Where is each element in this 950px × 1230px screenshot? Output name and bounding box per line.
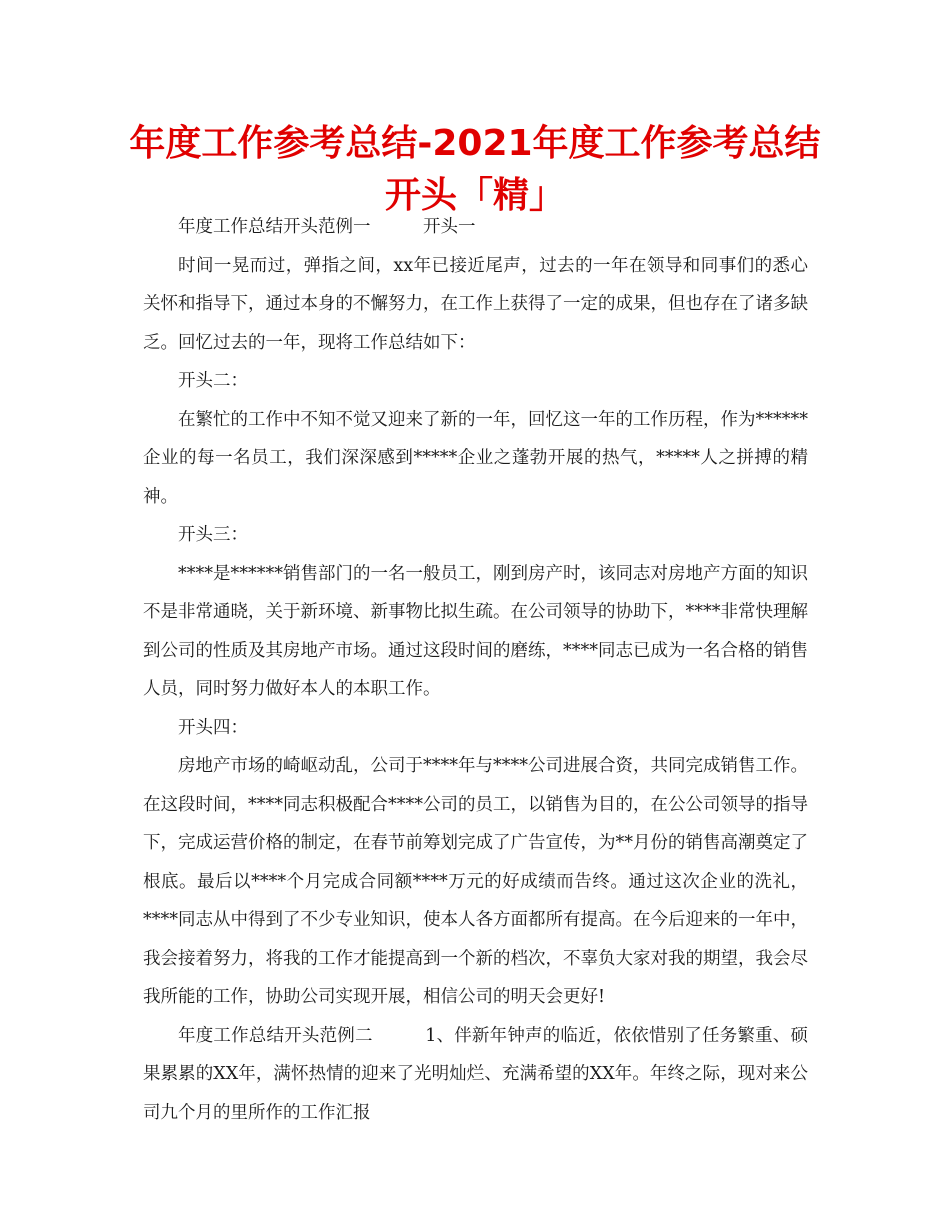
paragraph-rest: 1、伴新年钟声的临近，依依惜别了任务繁重、硕果累累的XX年，满怀热情的迎来了光明灿烂、充满希望的XX年。年终之际，现对来公司九个月的里所作的工作汇报	[143, 1025, 808, 1123]
paragraph-example-two	[143, 1017, 808, 1133]
paragraph-opening-four-heading: 开头四：	[178, 717, 248, 738]
paragraph-example-one-heading	[143, 208, 808, 247]
document-title: 年度工作参考总结-2021年度工作参考总结开头「精」	[129, 123, 821, 216]
paragraph-opening-one-text: 时间一晃而过，弹指之间，xx年已接近尾声，过去的一年在领导和同事们的悉心关怀和指导下，通过本身的不懈努力，在工作上获得了一定的成果，但也存在了诸多缺乏。回忆过去的一年，现将工作总结如下：	[143, 255, 808, 353]
paragraph-lead: 年度工作总结开头范例二	[178, 1025, 373, 1046]
paragraph-opening-two-text: 在繁忙的工作中不知不觉又迎来了新的一年，回忆这一年的工作历程，作为******企业的每一名员工，我们深深感到*****企业之蓬勃开展的热气，*****人之拼搏的精神。	[143, 409, 808, 507]
paragraph-opening-three-text: ****是******销售部门的一名一般员工，刚到房产时，该同志对房地产方面的知识不是非常通晓，关于新环境、新事物比拟生疏。在公司领导的协助下，****非常快理解到公司的性质及其房地产市场。通过这段时间的磨练，****同志已成为一名合格的销售人员，同时努力做好本人的本职工作。	[143, 563, 808, 699]
paragraph-lead: 年度工作总结开头范例一	[178, 217, 371, 237]
paragraph-opening-three-heading: 开头三：	[178, 525, 248, 545]
paragraph-opening-four-text: 房地产市场的崎岖动乱，公司于****年与****公司进展合资，共同完成销售工作。在这段时间，****同志积极配合****公司的员工，以销售为目的，在公公司领导的指导下，完成运营价格的制定，在春节前筹划完成了广告宣传，为**月份的销售高潮奠定了根底。最后以****个月完成合同额****万元的好成绩而告终。通过这次企业的洗礼，****同志从中得到了不少专业知识，使本人各方面都所有提高。在今后迎来的一年中，我会接着努力，将我的工作才能提高到一个新的档次，不辜负大家对我的期望，我会尽我所能的工作，协助公司实现开展，相信公司的明天会更好!	[143, 756, 808, 1007]
document-body	[143, 208, 808, 1132]
paragraph-rest: 开头一	[423, 217, 476, 237]
paragraph-opening-two-heading: 开头二：	[178, 371, 248, 391]
